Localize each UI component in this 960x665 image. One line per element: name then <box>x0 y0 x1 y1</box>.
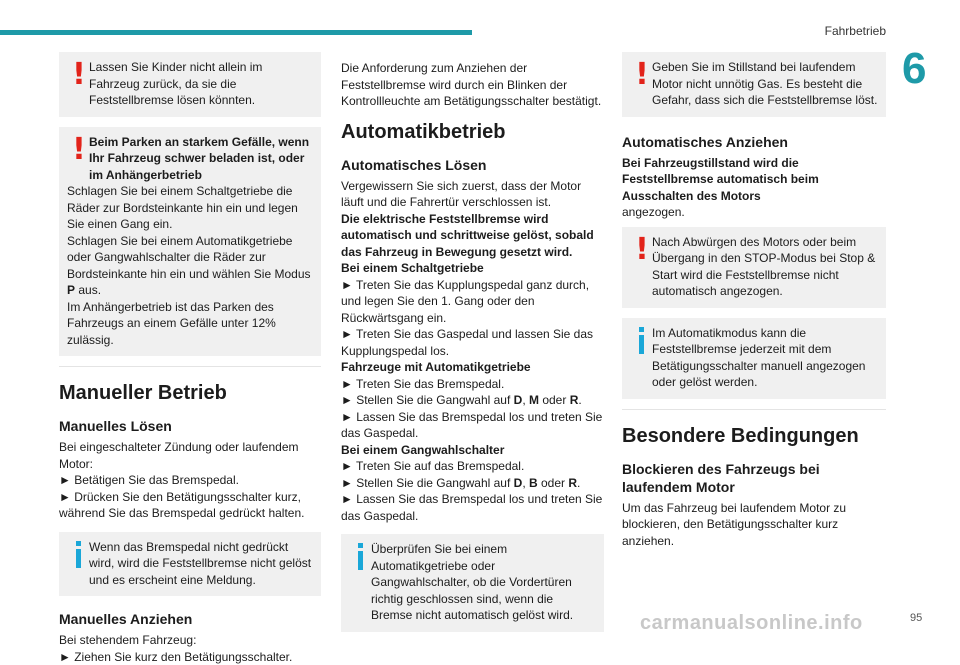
instruction: ► Stellen Sie die Gangwahl auf D, B oder R. <box>341 475 604 492</box>
column-1 <box>59 52 321 665</box>
paragraph: Vergewissern Sie sich zuerst, dass der Motor läuft und die Fahrertür verschlossen ist. <box>341 178 604 211</box>
instruction: ► Lassen Sie das Bremspedal los und treten Sie das Gaspedal. <box>341 491 604 524</box>
warning-icon: ! <box>632 236 652 266</box>
paragraph: Um das Fahrzeug bei laufendem Motor zu blockieren, den Betätigungsschalter kurz anziehen. <box>622 500 886 550</box>
subsection-title: Automatisches Lösen <box>341 156 604 174</box>
instruction: ► Treten Sie das Kupplungspedal ganz durch, und legen Sie den 1. Gang oder den Rückwärtsgang ein. <box>341 277 604 327</box>
instruction: ► Stellen Sie die Gangwahl auf D, M oder R. <box>341 392 604 409</box>
warning-text: Im Anhängerbetrieb ist das Parken des Fahrzeugs an einem Gefälle unter 12% zulässig. <box>67 299 313 349</box>
warning-text: Geben Sie im Stillstand bei laufendem Motor nicht unnötig Gas. Es besteht die Gefahr, dass sich die Feststellbremse löst. <box>630 59 878 109</box>
paragraph: Bei stehendem Fahrzeug: <box>59 632 321 649</box>
instruction: ► Drücken Sie den Betätigungsschalter kurz, während Sie das Bremspedal gedrückt halten. <box>59 489 321 522</box>
warning-text: Lassen Sie Kinder nicht allein im Fahrzeug zurück, da sie die Feststellbremse lösen könnten. <box>67 59 313 109</box>
info-icon <box>632 327 652 357</box>
warning-box <box>622 227 886 308</box>
instruction: ► Ziehen Sie kurz den Betätigungsschalter. <box>59 649 321 665</box>
info-text: Überprüfen Sie bei einem Automatikgetriebe oder Gangwahlschalter, ob die Vordertüren richtig geschlossen sind, wenn die Bremse nicht automatisch gelöst wird. <box>349 541 596 624</box>
info-icon <box>69 541 89 571</box>
page-number: 95 <box>910 612 922 624</box>
subsection-title: Manuelles Lösen <box>59 417 321 435</box>
subheading: Bei einem Schaltgetriebe <box>341 260 604 277</box>
warning-text: Schlagen Sie bei einem Schaltgetriebe die Räder zur Bordsteinkante hin ein und legen Sie einen Gang ein. <box>67 183 313 233</box>
info-box <box>622 318 886 399</box>
subsection-title: Manuelles Anziehen <box>59 610 321 628</box>
instruction: ► Lassen Sie das Bremspedal los und treten Sie das Gaspedal. <box>341 409 604 442</box>
column-3 <box>622 52 886 549</box>
paragraph: Bei eingeschalteter Zündung oder laufendem Motor: <box>59 439 321 472</box>
info-text: Im Automatikmodus kann die Feststellbremse jederzeit mit dem Betätigungsschalter manuell angezogen oder gelöst werden. <box>630 325 878 391</box>
info-icon <box>351 543 371 573</box>
instruction: ► Betätigen Sie das Bremspedal. <box>59 472 321 489</box>
paragraph: angezogen. <box>622 204 886 221</box>
warning-box-parking <box>59 127 321 357</box>
section-title: Manueller Betrieb <box>59 381 321 405</box>
info-text: Wenn das Bremspedal nicht gedrückt wird, wird die Feststellbremse nicht gelöst und es erscheint eine Meldung. <box>67 539 313 589</box>
warning-text: Nach Abwürgen des Motors oder beim Übergang in den STOP-Modus bei Stop & Start wird die Feststellbremse nicht automatisch angezogen. <box>630 234 878 300</box>
paragraph-bold: Die elektrische Feststellbremse wird automatisch und schrittweise gelöst, sobald das Fahrzeug in Bewegung gesetzt wird. <box>341 211 604 261</box>
subheading: Bei einem Gangwahlschalter <box>341 442 604 459</box>
warning-text: Schlagen Sie bei einem Automatikgetriebe oder Gangwahlschalter die Räder zur Bordsteinkante hin ein und wählen Sie Modus P aus. <box>67 233 313 299</box>
instruction: ► Treten Sie das Gaspedal und lassen Sie das Kupplungspedal los. <box>341 326 604 359</box>
running-header: Fahrbetrieb <box>825 24 886 38</box>
subsection-title: Automatisches Anziehen <box>622 133 886 151</box>
paragraph-bold: Bei Fahrzeugstillstand wird die Feststellbremse automatisch beim Ausschalten des Motors <box>622 155 886 205</box>
column-2 <box>341 60 604 642</box>
instruction: ► Treten Sie das Bremspedal. <box>341 376 604 393</box>
warning-box <box>622 52 886 117</box>
warning-icon: ! <box>69 136 89 166</box>
info-box <box>341 534 604 632</box>
divider <box>622 409 886 410</box>
paragraph: Die Anforderung zum Anziehen der Feststellbremse wird durch ein Blinken der Kontrollleuchte am Betätigungsschalter bestätigt. <box>341 60 604 110</box>
info-box <box>59 532 321 597</box>
header-accent-bar <box>0 30 472 35</box>
watermark: carmanualsonline.info <box>640 612 863 635</box>
instruction: ► Treten Sie auf das Bremspedal. <box>341 458 604 475</box>
subheading: Fahrzeuge mit Automatikgetriebe <box>341 359 604 376</box>
chapter-number: 6 <box>902 44 942 94</box>
subsection-title: Blockieren des Fahrzeugs bei laufendem Motor <box>622 460 886 496</box>
warning-icon: ! <box>69 61 89 91</box>
section-title: Besondere Bedingungen <box>622 424 886 448</box>
warning-icon: ! <box>632 61 652 91</box>
section-title: Automatikbetrieb <box>341 120 604 144</box>
warning-box <box>59 52 321 117</box>
warning-title: Beim Parken an starkem Gefälle, wenn Ihr Fahrzeug schwer beladen ist, oder im Anhängerbetrieb <box>67 134 313 184</box>
divider <box>59 366 321 367</box>
